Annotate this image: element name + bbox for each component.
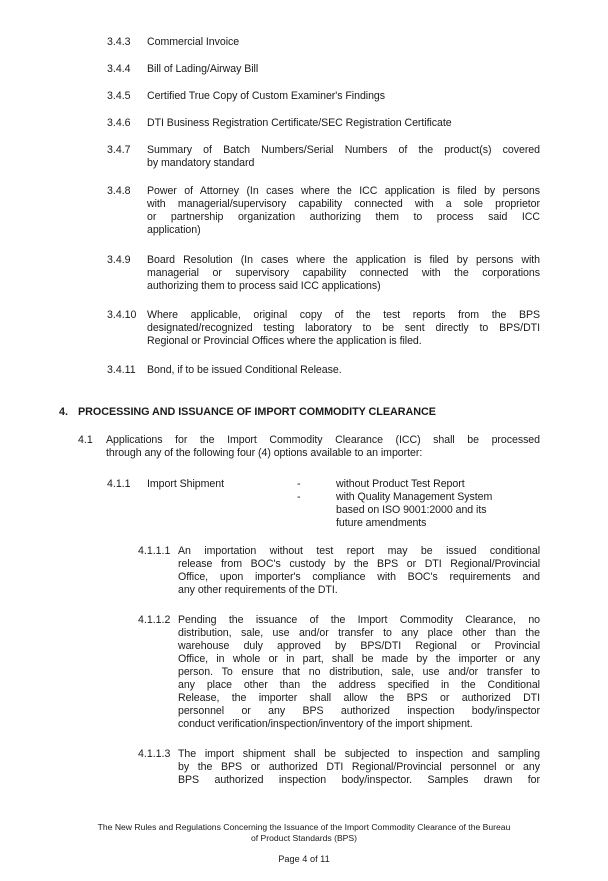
item-number: 3.4.6 — [107, 117, 131, 129]
item-text: Certified True Copy of Custom Examiner's Findings — [147, 90, 386, 102]
item-number: 3.4.8 — [107, 185, 131, 197]
section-title: PROCESSING AND ISSUANCE OF IMPORT COMMODITY CLEARANCE — [78, 406, 436, 418]
item-text: Where applicable, original copy of the test reports from the BPS — [147, 309, 540, 321]
item-text: application) — [147, 224, 201, 236]
item-text: DTI Business Registration Certificate/SEC Registration Certificate — [147, 117, 452, 129]
sub-item-text: Office, in whole or in part, shall be made by the importer or any — [178, 653, 540, 665]
page-number: Page 4 of 11 — [278, 854, 330, 864]
item-number: 3.4.4 — [107, 63, 131, 75]
item-number: 3.4.5 — [107, 90, 131, 102]
sub-item-text: warehouse duly approved by BPS/DTI Regional or Provincial — [178, 640, 540, 652]
option-text: based on ISO 9001:2000 and its — [336, 504, 487, 516]
sub-item-number: 4.1.1.2 — [138, 614, 171, 626]
item-text: Regional or Provincial Offices where the application is filed. — [147, 335, 422, 347]
item-text: or partnership organization authorizing them to process said ICC — [147, 211, 540, 223]
item-text: authorizing them to process said ICC applications) — [147, 280, 381, 292]
paragraph-number: 4.1 — [78, 434, 93, 446]
dash-marker: - — [297, 491, 301, 503]
sub-item-text: any place other than the address specified in the Conditional — [178, 679, 540, 691]
paragraph-text: Applications for the Import Commodity Clearance (ICC) shall be processed — [106, 434, 540, 446]
sub-item-number: 4.1.1.3 — [138, 748, 171, 760]
item-text: managerial or supervisory capability connected with the corporations — [147, 267, 540, 279]
section-number: 4. — [59, 406, 69, 418]
sub-item-text: any other requirements of the DTI. — [178, 584, 338, 596]
item-text: Power of Attorney (In cases where the ICC application is filed by persons — [147, 185, 540, 197]
sub-item-text: Pending the issuance of the Import Commodity Clearance, no — [178, 614, 540, 626]
option-text: future amendments — [336, 517, 427, 529]
item-number: 3.4.11 — [107, 364, 136, 376]
item-text: Commercial Invoice — [147, 36, 240, 48]
sub-item-text: distribution, sale, use and/or transfer to any place other than the — [178, 627, 540, 639]
item-number: 3.4.3 — [107, 36, 131, 48]
option-text: without Product Test Report — [336, 478, 465, 490]
footer-title-cont: of Product Standards (BPS) — [250, 833, 358, 843]
item-text: designated/recognized testing laboratory to be sent directly to BPS/DTI — [147, 322, 540, 334]
item-label: Import Shipment — [147, 478, 224, 490]
sub-item-text: release from BOC's custody by the BPS or DTI Regional/Provincial — [178, 558, 540, 570]
sub-item-number: 4.1.1.1 — [138, 545, 171, 557]
item-text: Bond, if to be issued Conditional Release. — [147, 364, 342, 376]
sub-item-text: person. To ensure that no distribution, sale, use and/or transfer to — [178, 666, 540, 678]
item-text: Summary of Batch Numbers/Serial Numbers of the product(s) covered — [147, 144, 540, 156]
sub-item-text: Office, upon importer's compliance with BOC's requirements and — [178, 571, 540, 583]
sub-item-text: conduct verification/inspection/inventory of the import shipment. — [178, 718, 473, 730]
footer-title: The New Rules and Regulations Concerning the Issuance of the Import Commodity Clearance of the Bureau — [97, 822, 511, 832]
paragraph-text: through any of the following four (4) options available to an importer: — [106, 447, 423, 459]
dash-marker: - — [297, 478, 301, 490]
item-text: with managerial/supervisory capability connected with a sole proprietor — [147, 198, 540, 210]
item-number: 3.4.10 — [107, 309, 137, 321]
item-text: Bill of Lading/Airway Bill — [147, 63, 259, 75]
sub-item-text: personnel or any BPS authorized inspection body/inspector — [178, 705, 540, 717]
sub-item-text: The import shipment shall be subjected to inspection and sampling — [178, 748, 540, 760]
item-text: Board Resolution (In cases where the application is filed by persons with — [147, 254, 540, 266]
item-number: 3.4.9 — [107, 254, 131, 266]
item-number: 4.1.1 — [107, 478, 131, 490]
item-text: by mandatory standard — [147, 157, 255, 169]
sub-item-text: An importation without test report may be issued conditional — [178, 545, 540, 557]
item-number: 3.4.7 — [107, 144, 131, 156]
sub-item-text: Release, the importer shall allow the BPS or authorized DTI — [178, 692, 540, 704]
sub-item-text: by the BPS or authorized DTI Regional/Provincial personnel or any — [178, 761, 540, 773]
option-text: with Quality Management System — [336, 491, 493, 503]
sub-item-text: BPS authorized inspection body/inspector. Samples drawn for — [178, 774, 540, 786]
